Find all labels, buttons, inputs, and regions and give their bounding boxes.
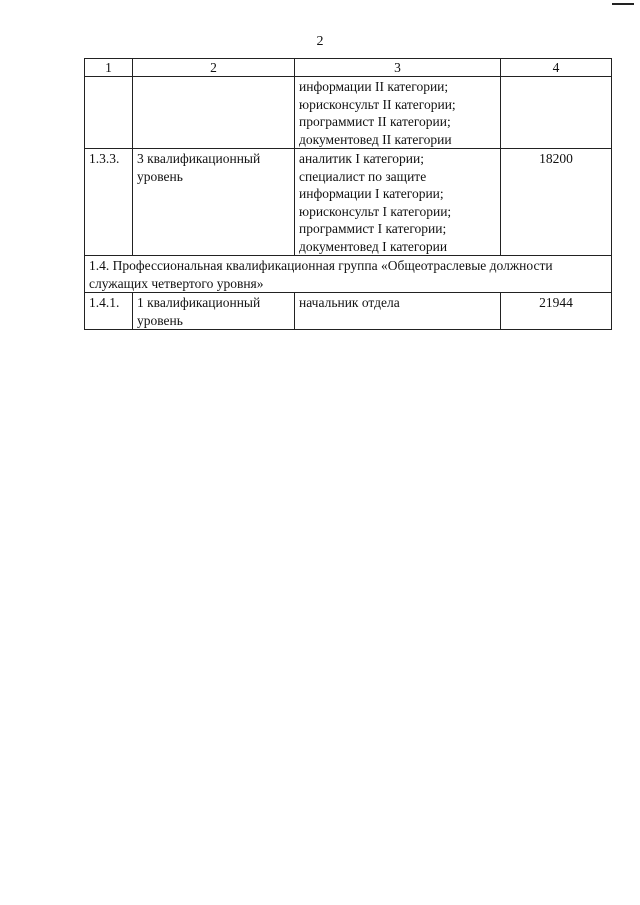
group-heading: [85, 256, 612, 293]
table-header-row: [85, 59, 612, 77]
cell-positions: [295, 77, 501, 149]
level-line: уровень: [137, 168, 183, 184]
position-line: аналитик I категории;: [299, 151, 425, 166]
position-line: специалист по защите: [299, 168, 427, 184]
cell-positions: [295, 149, 501, 256]
header-cell-3: 3: [295, 59, 501, 77]
group-heading-line: 1.4. Профессиональная квалификационная группа «Общеотраслевые должности: [89, 258, 553, 273]
cell-num: 1.4.1.: [85, 293, 133, 330]
group-heading-line: служащих четвертого уровня»: [89, 275, 264, 291]
page-number: 2: [316, 34, 324, 49]
position-line: документовед I категории: [299, 238, 448, 254]
header-cell-2: 2: [133, 59, 295, 77]
cell-positions: начальник отдела: [295, 293, 501, 330]
cell-num: [85, 77, 133, 149]
position-line: документовед II категории: [299, 131, 452, 147]
table-row-1-4-1: [85, 293, 612, 330]
corner-mark: [612, 3, 634, 5]
header-cell-4: 4: [501, 59, 612, 77]
position-line: программист II категории;: [299, 114, 451, 129]
position-line: информации I категории;: [299, 186, 444, 201]
table-row-continued: [85, 77, 612, 149]
level-line: уровень: [137, 312, 183, 328]
level-line: 1 квалификационный: [137, 295, 261, 310]
salary-table: [84, 58, 612, 330]
position-line: программист I категории;: [299, 221, 447, 236]
cell-salary: 21944: [501, 293, 612, 330]
cell-level: [133, 149, 295, 256]
cell-salary: 18200: [501, 149, 612, 256]
position-line: юрисконсульт I категории;: [299, 203, 452, 219]
cell-salary: [501, 77, 612, 149]
header-cell-1: 1: [85, 59, 133, 77]
cell-level: [133, 77, 295, 149]
cell-num: 1.3.3.: [85, 149, 133, 256]
position-line: информации II категории;: [299, 79, 449, 94]
level-line: 3 квалификационный: [137, 151, 261, 166]
cell-level: [133, 293, 295, 330]
position-line: юрисконсульт II категории;: [299, 96, 456, 112]
table-row-1-3-3: [85, 149, 612, 256]
table-row-group-1-4: [85, 256, 612, 293]
